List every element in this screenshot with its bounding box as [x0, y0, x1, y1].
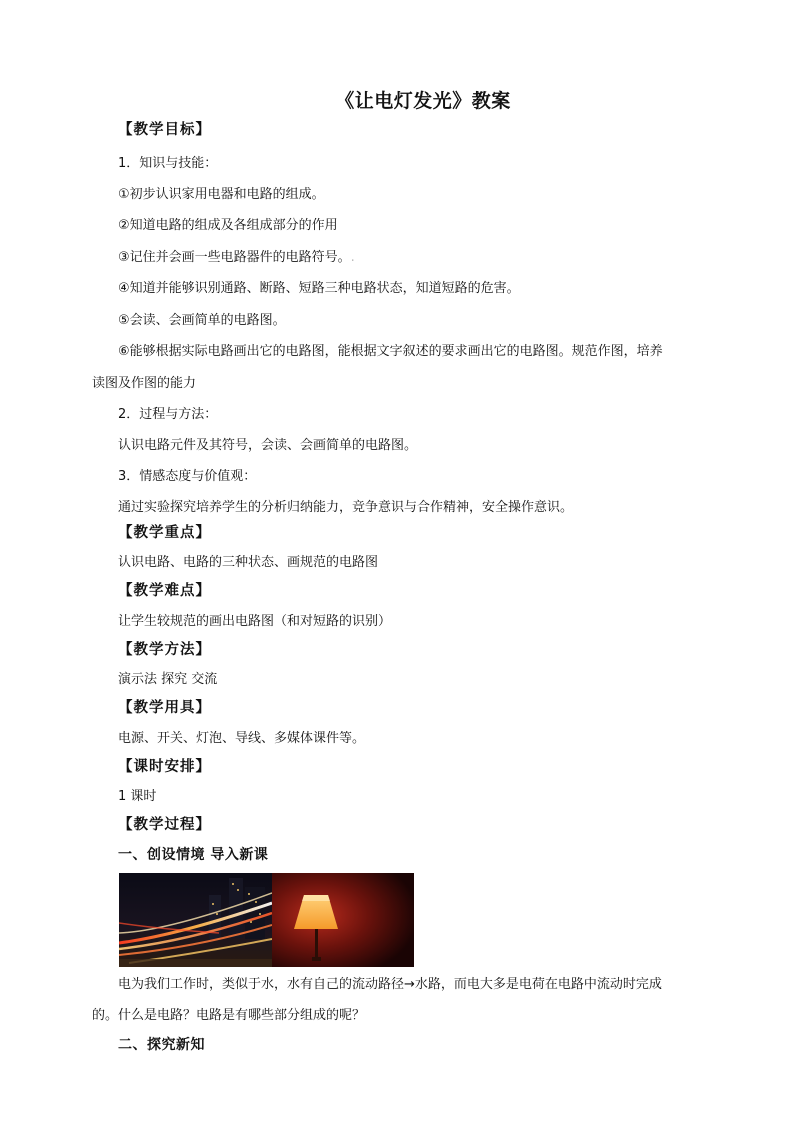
goal-attitude-values: 3．情感态度与价值观： [118, 469, 257, 484]
intro-line-2: 的。什么是电路？电路是有哪些部分组成的呢？ [92, 1008, 366, 1023]
heading-teaching-goals: 【教学目标】 [118, 122, 211, 138]
heading-teaching-methods: 【教学方法】 [118, 642, 211, 658]
values-text: 通过实验探究培养学生的分析归纳能力，竞争意识与合作精神，安全操作意识。 [118, 500, 574, 515]
heading-part-two: 二、探究新知 [118, 1037, 205, 1053]
methods-text: 演示法 探究 交流 [118, 672, 218, 687]
lamp-image-art [272, 873, 414, 967]
goal-item-3: ③记住并会画一些电路器件的电路符号。. [118, 250, 355, 265]
heading-key-points: 【教学重点】 [118, 525, 211, 541]
goal-item-4: ④知道并能够识别通路、断路、短路三种电路状态，知道短路的危害。 [118, 281, 520, 296]
heading-part-one: 一、创设情境 导入新课 [118, 847, 269, 863]
heading-teaching-process: 【教学过程】 [118, 817, 211, 833]
goal-knowledge-skills: 1．知识与技能： [118, 156, 218, 171]
difficulties-text: 让学生较规范的画出电路图（和对短路的识别） [118, 614, 392, 629]
heading-class-schedule: 【课时安排】 [118, 759, 211, 775]
goal-item-1: ①初步认识家用电器和电路的组成。 [118, 187, 325, 202]
heading-difficulties: 【教学难点】 [118, 583, 211, 599]
goal-item-6-line-2: 读图及作图的能力 [92, 376, 197, 391]
key-points-text: 认识电路、电路的三种状态、画规范的电路图 [118, 555, 379, 570]
lamp-image [272, 873, 414, 967]
light-trails-image-art [119, 873, 272, 967]
goal-process-method: 2．过程与方法： [118, 407, 218, 422]
heading-teaching-tools: 【教学用具】 [118, 700, 211, 716]
goal-item-2: ②知道电路的组成及各组成部分的作用 [118, 218, 338, 233]
goal-item-5: ⑤会读、会画简单的电路图。 [118, 313, 286, 328]
tools-text: 电源、开关、灯泡、导线、多媒体课件等。 [118, 731, 366, 746]
goal-item-6-line-1: ⑥能够根据实际电路画出它的电路图，能根据文字叙述的要求画出它的电路图。规范作图，培养 [118, 344, 663, 359]
schedule-text: 1 课时 [118, 789, 157, 804]
document-title: 《让电灯发光》教案 [335, 90, 511, 112]
stray-dot: . [350, 250, 355, 265]
light-trails-image [119, 873, 272, 967]
process-text: 认识电路元件及其符号，会读、会画简单的电路图。 [118, 438, 418, 453]
intro-line-1: 电为我们工作时，类似于水，水有自己的流动路径→水路，而电大多是电荷在电路中流动时完成 [118, 977, 662, 992]
